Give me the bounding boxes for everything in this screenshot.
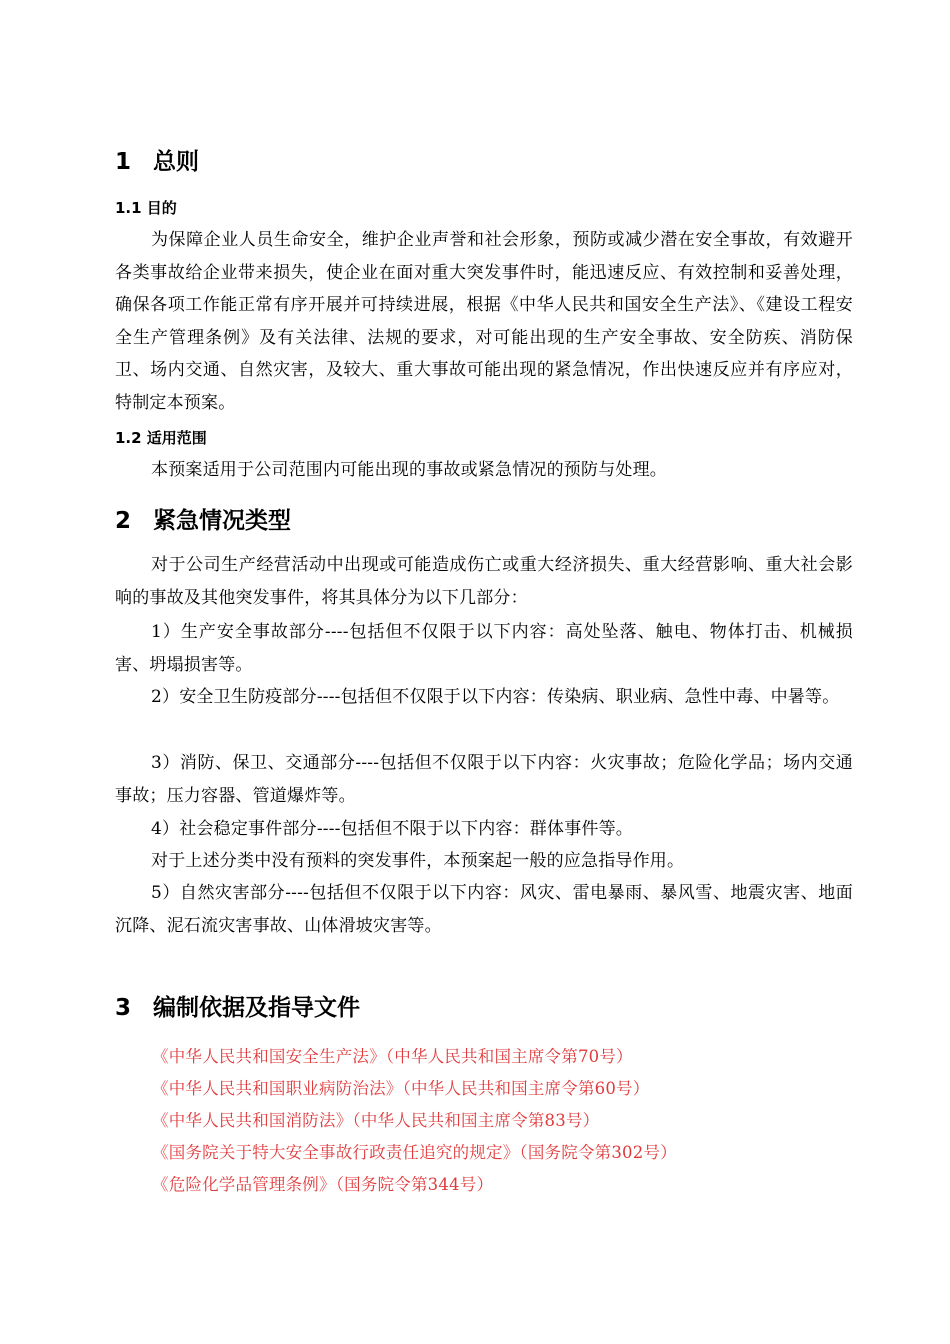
type-item-1: 1）生产安全事故部分----包括但不仅限于以下内容：高处坠落、触电、物体打击、机械损害、坍塌损害等。: [115, 622, 853, 675]
subsection-1-1-heading: 1.1 目的: [115, 199, 177, 217]
section-number: 3: [115, 995, 132, 1021]
unforeseen-note: 对于上述分类中没有预料的突发事件，本预案起一般的应急指导作用。: [151, 851, 685, 871]
section-number: 2: [115, 508, 132, 534]
section-title: 紧急情况类型: [153, 508, 291, 534]
section-2-intro: 对于公司生产经营活动中出现或可能造成伤亡或重大经济损失、重大经营影响、重大社会影响的事故及其他突发事件，将其具体分为以下几部分：: [115, 555, 853, 608]
type-item-5: 5）自然灾害部分----包括但不仅限于以下内容：风灾、雷电暴雨、暴风雪、地震灾害、地面沉降、泥石流灾害事故、山体滑坡灾害等。: [115, 883, 853, 936]
type-item-2: 2）安全卫生防疫部分----包括但不仅限于以下内容：传染病、职业病、急性中毒、中暑等。: [151, 687, 840, 707]
reference-item: 《中华人民共和国消防法》（中华人民共和国主席令第83号）: [152, 1111, 600, 1130]
reference-item: 《国务院关于特大安全事故行政责任追究的规定》（国务院令第302号）: [152, 1143, 677, 1162]
reference-item: 《危险化学品管理条例》（国务院令第344号）: [152, 1175, 494, 1194]
subsection-1-2-text: 本预案适用于公司范围内可能出现的事故或紧急情况的预防与处理。: [151, 460, 667, 480]
reference-item: 《中华人民共和国职业病防治法》（中华人民共和国主席令第60号）: [152, 1079, 650, 1098]
section-1-heading: [115, 143, 199, 176]
section-number: 1: [115, 149, 132, 175]
section-2-heading: [115, 502, 291, 535]
type-item-3: 3）消防、保卫、交通部分----包括但不仅限于以下内容：火灾事故；危险化学品；场内交通事故；压力容器、管道爆炸等。: [115, 753, 853, 806]
type-item-4: 4）社会稳定事件部分----包括但不限于以下内容：群体事件等。: [151, 819, 633, 839]
subsection-1-2-heading: 1.2 适用范围: [115, 429, 207, 447]
section-title: 编制依据及指导文件: [153, 995, 360, 1021]
section-title: 总则: [153, 149, 199, 175]
reference-item: 《中华人民共和国安全生产法》（中华人民共和国主席令第70号）: [152, 1047, 633, 1066]
section-3-heading: [115, 989, 360, 1022]
subsection-1-1-text: 为保障企业人员生命安全，维护企业声誉和社会形象，预防或减少潜在安全事故，有效避开各类事故给企业带来损失，使企业在面对重大突发事件时，能迅速反应、有效控制和妥善处理，确保各项工作能正常有序开展并可持续进展，根据《中华人民共和国安全生产法》、《建设工程安全生产管理条例》及有关法律、法规的要求，对可能出现的生产安全事故、安全防疾、消防保卫、场内交通、自然灾害，及较大、重大事故可能出现的紧急情况，作出快速反应并有序应对，特制定本预案。: [115, 230, 853, 413]
